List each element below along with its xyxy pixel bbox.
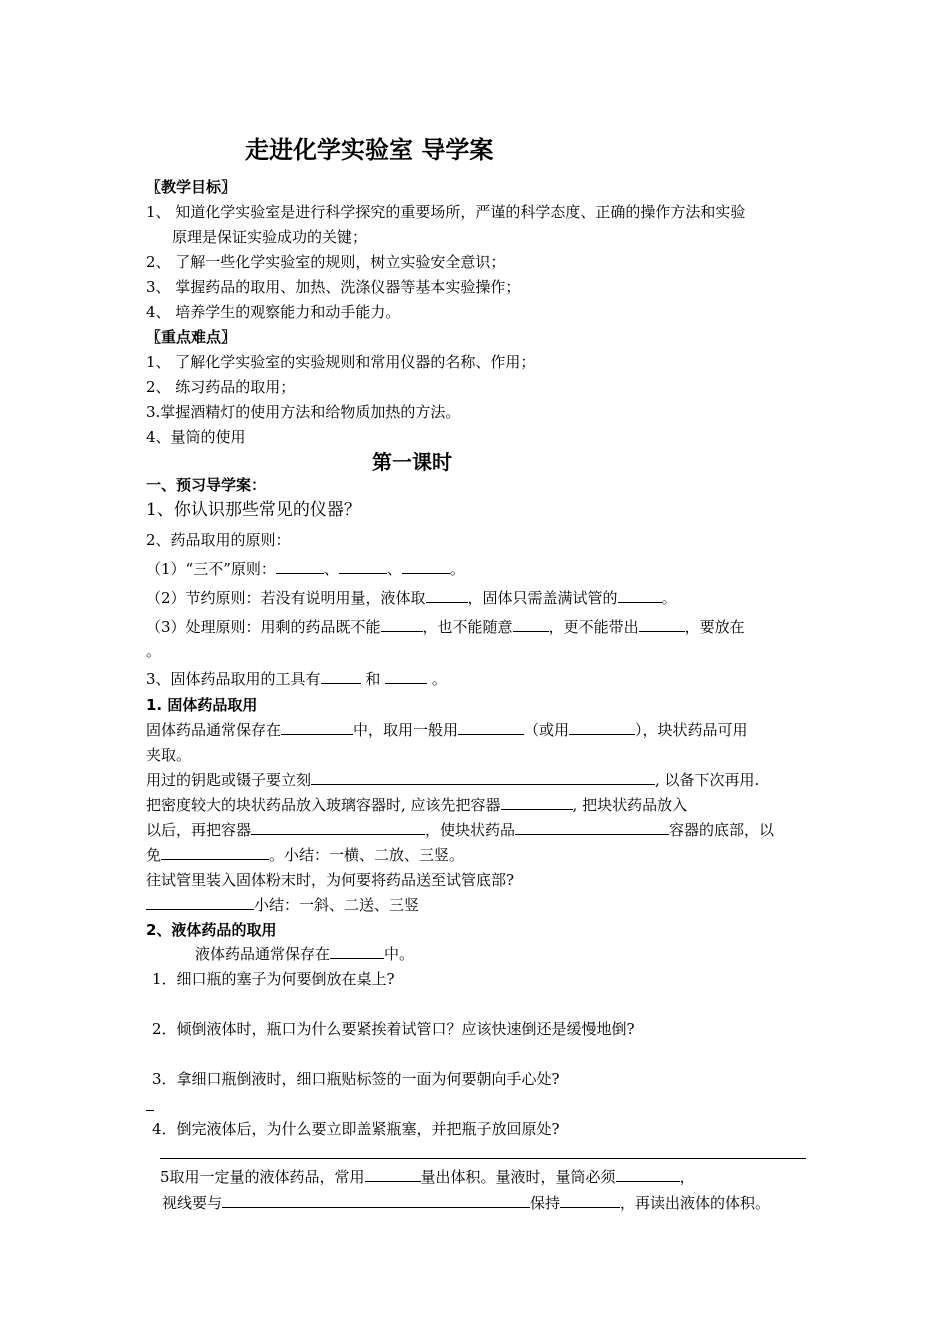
fill-blank[interactable] — [569, 719, 635, 735]
solid-line: 固体药品通常保存在 中，取用一般用 （或用 ），块状药品可用 — [146, 721, 748, 739]
objective-item: 原理是保证实验成功的关键； — [172, 228, 368, 246]
objective-item: 3、 掌握药品的取用、加热、洗涤仪器等基本实验操作； — [146, 278, 521, 296]
fill-blank[interactable] — [161, 844, 269, 860]
liquid-question: 视线要与 保持 ，再读出液体的体积。 — [162, 1194, 771, 1212]
preview-heading: 一、预习导学案： — [146, 476, 267, 494]
liquid-question: 4．倒完液体后，为什么要立即盖紧瓶塞，并把瓶子放回原处? — [152, 1120, 560, 1138]
fill-blank[interactable] — [458, 719, 524, 735]
fill-blank[interactable] — [560, 1192, 620, 1208]
lesson-title: 第一课时 — [372, 450, 452, 474]
objective-item: 2、 了解一些化学实验室的规则，树立实验安全意识； — [146, 253, 506, 271]
keypoint-item: 3.掌握酒精灯的使用方法和给物质加热的方法。 — [146, 403, 461, 421]
fill-blank[interactable] — [385, 668, 427, 684]
solid-line: 把密度较大的块状药品放入玻璃容器时, 应该先把容器 , 把块状药品放入 — [146, 796, 688, 814]
fill-blank[interactable] — [339, 558, 387, 574]
fill-blank[interactable] — [618, 587, 662, 603]
preview-question: 1、你认识那些常见的仪器？ — [146, 500, 361, 520]
keypoints-heading: 〖重点难点〗 — [146, 328, 237, 346]
fill-blank[interactable] — [146, 894, 254, 910]
fill-blank[interactable] — [281, 719, 353, 735]
solid-line: 免 。小结：一横、二放、三竖。 — [146, 846, 465, 864]
short-dash — [146, 1110, 154, 1111]
objectives-heading: 〖教学目标〗 — [146, 178, 237, 196]
fill-blank[interactable] — [311, 769, 655, 785]
principle-line-end: 。 — [146, 642, 162, 660]
principle-line: （1）“三不”原则： 、 、 。 — [146, 560, 465, 578]
fill-blank[interactable] — [513, 616, 549, 632]
divider-line — [160, 1158, 806, 1159]
fill-blank[interactable] — [515, 819, 669, 835]
solid-line: 以后，再把容器 ，使块状药品 容器的底部，以 — [146, 821, 775, 839]
liquid-question: 1．细口瓶的塞子为何要倒放在桌上? — [152, 970, 395, 988]
principle-line: （3）处理原则：用剩的药品既不能 ，也不能随意 ，更不能带出 ，要放在 — [146, 618, 745, 636]
objective-item: 4、 培养学生的观察能力和动手能力。 — [146, 303, 401, 321]
solid-line: 往试管里装入固体粉末时，为何要将药品送至试管底部? — [146, 871, 515, 889]
fill-blank[interactable] — [426, 587, 468, 603]
doc-title: 走进化学实验室 导学案 — [245, 136, 494, 164]
solid-line: 小结：一斜、二送、三竖 — [146, 894, 419, 916]
fill-blank[interactable] — [402, 558, 450, 574]
keypoint-item: 2、 练习药品的取用； — [146, 378, 296, 396]
tools-line: 3、固体药品取用的工具有 和 。 — [146, 670, 447, 688]
solid-line: 用过的钥匙或镊子要立刻 , 以备下次再用. — [146, 771, 760, 789]
solid-heading: 1. 固体药品取用 — [146, 696, 258, 714]
fill-blank[interactable] — [616, 1166, 680, 1182]
keypoint-item: 1、 了解化学实验室的实验规则和常用仪器的名称、作用； — [146, 353, 536, 371]
preview-question: 2、药品取用的原则： — [146, 531, 291, 549]
liquid-line: 液体药品通常保存在 中。 — [195, 945, 415, 963]
liquid-heading: 2、液体药品的取用 — [146, 921, 277, 939]
fill-blank[interactable] — [639, 616, 685, 632]
liquid-question: 2．倾倒液体时，瓶口为什么要紧挨着试管口？应该快速倒还是缓慢地倒? — [152, 1020, 635, 1038]
fill-blank[interactable] — [501, 794, 573, 810]
fill-blank[interactable] — [251, 819, 425, 835]
principle-line: （2）节约原则：若没有说明用量，液体取 ，固体只需盖满试管的 。 — [146, 589, 677, 607]
fill-blank[interactable] — [330, 943, 384, 959]
liquid-question: 3．拿细口瓶倒液时，细口瓶贴标签的一面为何要朝向手心处? — [152, 1070, 560, 1088]
keypoint-item: 4、量筒的使用 — [146, 428, 246, 446]
objective-item: 1、 知道化学实验室是进行科学探究的重要场所，严谨的科学态度、正确的操作方法和实验 — [146, 203, 746, 221]
fill-blank[interactable] — [381, 616, 423, 632]
fill-blank[interactable] — [222, 1192, 530, 1208]
fill-blank[interactable] — [276, 558, 324, 574]
liquid-question: 5取用一定量的液体药品，常用 量出体积。量液时，量筒必须 ， — [160, 1168, 695, 1186]
fill-blank[interactable] — [321, 668, 361, 684]
solid-line: 夹取。 — [146, 746, 192, 764]
fill-blank[interactable] — [365, 1166, 421, 1182]
